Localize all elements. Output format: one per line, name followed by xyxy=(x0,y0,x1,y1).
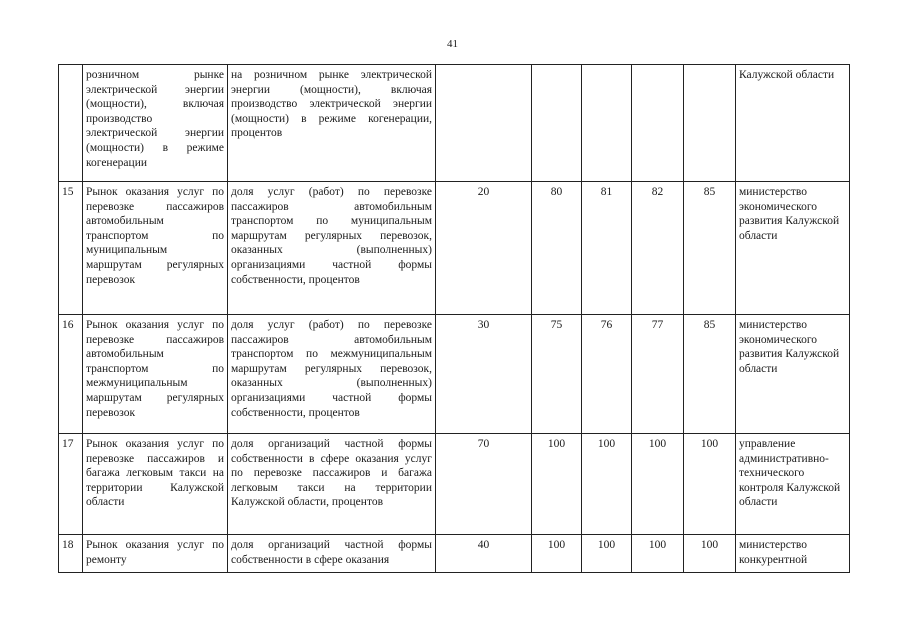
value-year-4 xyxy=(684,65,736,182)
value-year-1: 100 xyxy=(532,535,582,573)
value-year-3: 82 xyxy=(632,182,684,315)
indicator-description: доля услуг (работ) по перевозке пассажиров автомобильным транспортом по межмуниципальным маршрутам регулярных перевозок, оказанных (выполненных) организациями частной формы собственности, процентов xyxy=(228,315,436,434)
table-row xyxy=(59,315,850,434)
market-name: Рынок оказания услуг по перевозке пассажиров и багажа легковым такси на территории Калужской области xyxy=(83,434,228,535)
row-number: 16 xyxy=(59,315,83,434)
responsible-body: Калужской области xyxy=(736,65,850,182)
table-row xyxy=(59,65,850,182)
value-year-2: 81 xyxy=(582,182,632,315)
value-year-3: 100 xyxy=(632,535,684,573)
value-year-1: 75 xyxy=(532,315,582,434)
row-number xyxy=(59,65,83,182)
value-year-4: 100 xyxy=(684,434,736,535)
row-number: 17 xyxy=(59,434,83,535)
value-year-2: 100 xyxy=(582,434,632,535)
value-year-2: 100 xyxy=(582,535,632,573)
responsible-body: управление административно-технического контроля Калужской области xyxy=(736,434,850,535)
market-name: Рынок оказания услуг по ремонту xyxy=(83,535,228,573)
value-year-1: 80 xyxy=(532,182,582,315)
responsible-body: министерство конкурентной xyxy=(736,535,850,573)
value-year-1 xyxy=(532,65,582,182)
value-year-3: 77 xyxy=(632,315,684,434)
indicators-table xyxy=(58,64,850,573)
market-name: розничном рынке электрической энергии (мощности), включая производство электрической энергии (мощности) в режиме когенерации xyxy=(83,65,228,182)
value-year-3 xyxy=(632,65,684,182)
value-base xyxy=(436,65,532,182)
table-row xyxy=(59,434,850,535)
value-year-2 xyxy=(582,65,632,182)
value-year-2: 76 xyxy=(582,315,632,434)
value-year-4: 85 xyxy=(684,315,736,434)
value-year-1: 100 xyxy=(532,434,582,535)
indicator-description: доля организаций частной формы собственности в сфере оказания услуг по перевозке пассажиров и багажа легковым такси на территории Калужской области, процентов xyxy=(228,434,436,535)
value-year-4: 100 xyxy=(684,535,736,573)
row-number: 15 xyxy=(59,182,83,315)
indicator-description: доля услуг (работ) по перевозке пассажиров автомобильным транспортом по муниципальным маршрутам регулярных перевозок, оказанных (выполненных) организациями частной формы собственности, процентов xyxy=(228,182,436,315)
responsible-body: министерство экономического развития Калужской области xyxy=(736,315,850,434)
value-base: 70 xyxy=(436,434,532,535)
value-base: 30 xyxy=(436,315,532,434)
market-name: Рынок оказания услуг по перевозке пассажиров автомобильным транспортом по межмуниципальным маршрутам регулярных перевозок xyxy=(83,315,228,434)
indicator-description: на розничном рынке электрической энергии (мощности), включая производство электрической энергии (мощности) в режиме когенерации, процентов xyxy=(228,65,436,182)
value-year-4: 85 xyxy=(684,182,736,315)
value-base: 40 xyxy=(436,535,532,573)
page-number: 41 xyxy=(447,38,458,50)
table-row xyxy=(59,535,850,573)
responsible-body: министерство экономического развития Калужской области xyxy=(736,182,850,315)
market-name: Рынок оказания услуг по перевозке пассажиров автомобильным транспортом по муниципальным маршрутам регулярных перевозок xyxy=(83,182,228,315)
value-year-3: 100 xyxy=(632,434,684,535)
row-number: 18 xyxy=(59,535,83,573)
table-row xyxy=(59,182,850,315)
indicator-description: доля организаций частной формы собственности в сфере оказания xyxy=(228,535,436,573)
value-base: 20 xyxy=(436,182,532,315)
